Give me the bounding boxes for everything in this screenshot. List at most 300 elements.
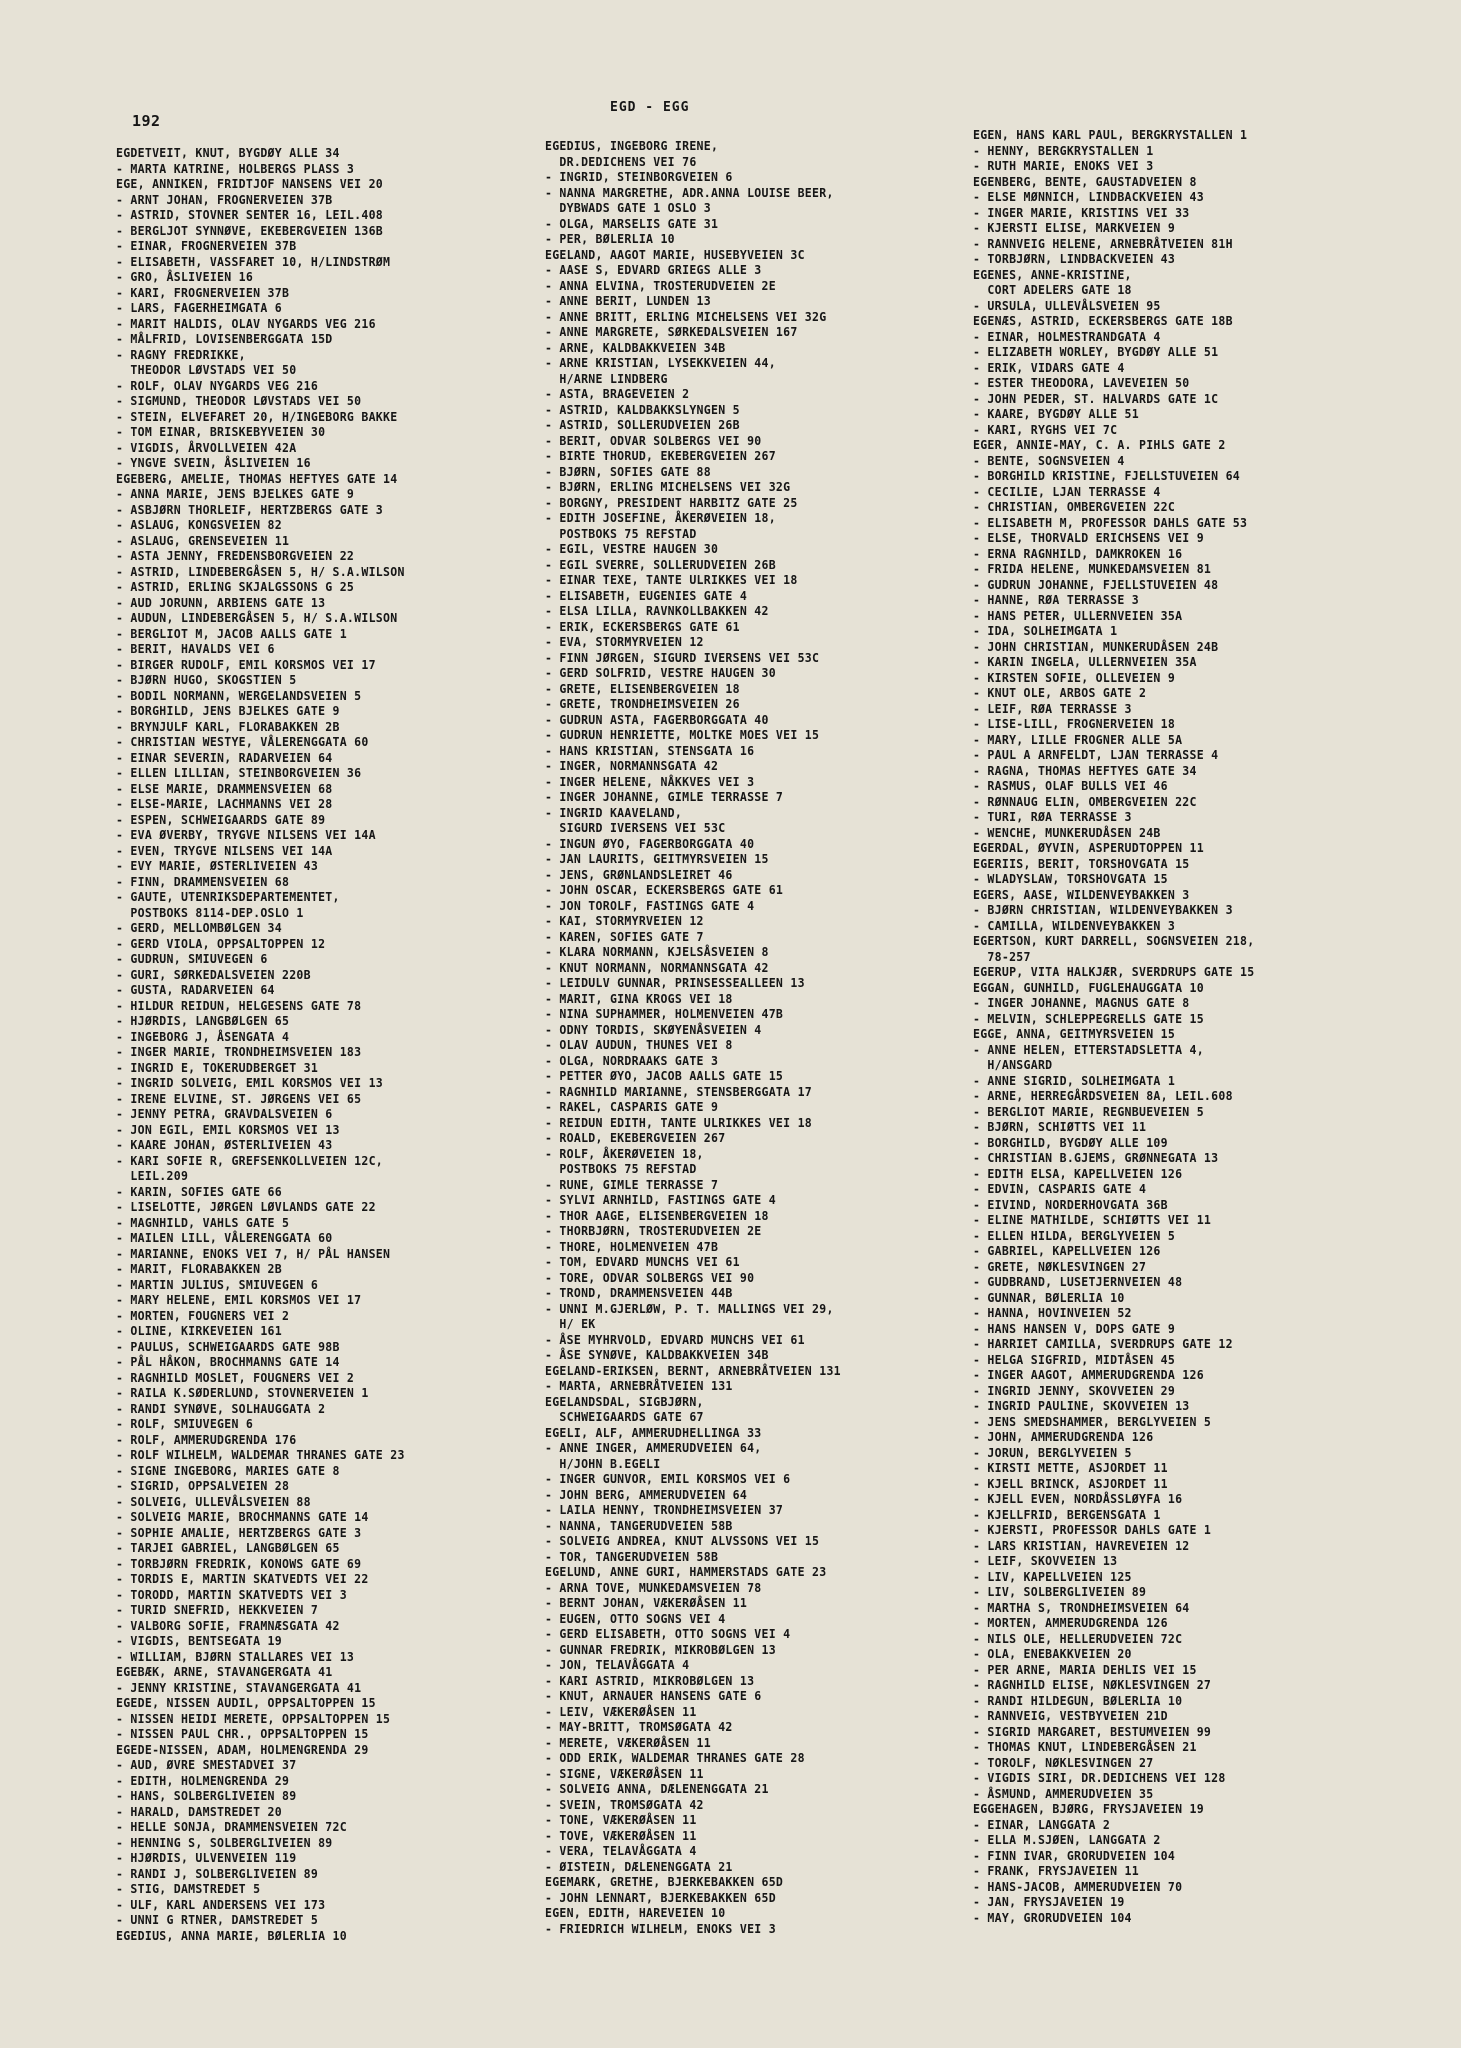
directory-entry: - RANNVEIG, VESTBYVEIEN 21D <box>973 1708 1168 1723</box>
directory-entry: - EDITH, HOLMENGRENDA 29 <box>116 1772 290 1788</box>
directory-entry: EGE, ANNIKEN, FRIDTJOF NANSENS VEI 20 <box>116 176 384 191</box>
directory-entry: - ANNE MARGRETE, SØRKEDALSVEIEN 167 <box>545 324 798 339</box>
directory-entry: - TOVE, VÆKERØÅSEN 11 <box>545 1827 697 1843</box>
directory-entry: - MARIT, FLORABAKKEN 2B <box>116 1261 282 1276</box>
directory-entry: - HANS, SOLBERGLIVEIEN 89 <box>116 1788 297 1803</box>
directory-entry: - NANNA, TANGERUDVEIEN 58B <box>545 1517 733 1533</box>
directory-entry: - ARNE KRISTIAN, LYSEKKVEIEN 44, <box>545 355 776 370</box>
directory-entry: H/ANSGARD <box>973 1057 1053 1072</box>
directory-entry: - ROLF, AMMERUDGRENDA 176 <box>116 1431 297 1447</box>
directory-entry: DR.DEDICHENS VEI 76 <box>545 153 697 169</box>
directory-entry: - INGRID PAULINE, SKOVVEIEN 13 <box>973 1398 1190 1413</box>
directory-entry: - INGRID KAAVELAND, <box>545 804 683 820</box>
directory-entry: - RANDI SYNØVE, SOLHAUGGATA 2 <box>116 1400 326 1416</box>
directory-entry: - JOHN CHRISTIAN, MUNKERUDÅSEN 24B <box>973 638 1219 654</box>
directory-entry: - HILDUR REIDUN, HELGESENS GATE 78 <box>116 997 362 1013</box>
directory-entry: - JON, TELAVÅGGATA 4 <box>545 1657 690 1672</box>
directory-entry: - PETTER ØYO, JACOB AALLS GATE 15 <box>545 1068 784 1083</box>
directory-entry: - TROND, DRAMMENSVEIEN 44B <box>545 1285 733 1300</box>
directory-entry: - SIGNE INGEBORG, MARIES GATE 8 <box>116 1462 340 1478</box>
directory-entry: THEODOR LØVSTADS VEI 50 <box>116 362 297 377</box>
directory-entry: - FRIDA HELENE, MUNKEDAMSVEIEN 81 <box>973 561 1212 576</box>
directory-entry: - NILS OLE, HELLERUDVEIEN 72C <box>973 1630 1183 1646</box>
directory-entry: - JON TOROLF, FASTINGS GATE 4 <box>545 897 755 913</box>
directory-entry: - CAMILLA, WILDENVEYBAKKEN 3 <box>973 917 1176 933</box>
directory-entry: - EVA ØVERBY, TRYGVE NILSENS VEI 14A <box>116 827 376 842</box>
directory-entry: - FRIEDRICH WILHELM, ENOKS VEI 3 <box>545 1920 776 1936</box>
directory-entry: - GRETE, NØKLESVINGEN 27 <box>973 1258 1147 1274</box>
directory-entry: - SIGRID MARGARET, BESTUMVEIEN 99 <box>973 1723 1212 1739</box>
directory-entry: H/ EK <box>545 1316 596 1331</box>
directory-entry: - KJELL EVEN, NORDÅSSLØYFA 16 <box>973 1491 1183 1506</box>
directory-entry: - RANNVEIG HELENE, ARNEBRÅTVEIEN 81H <box>973 235 1233 251</box>
directory-entry: - VIGDIS, BENTSEGATA 19 <box>116 1633 282 1648</box>
directory-entry: - ASLAUG, GRENSEVEIEN 11 <box>116 532 290 548</box>
directory-entry: - KARI, RYGHS VEI 7C <box>973 421 1118 437</box>
directory-entry: - EINAR, HOLMESTRANDGATA 4 <box>973 328 1161 344</box>
directory-entry: - EVY MARIE, ØSTERLIVEIEN 43 <box>116 858 319 873</box>
directory-entry: EGERS, AASE, WILDENVEYBAKKEN 3 <box>973 886 1190 902</box>
directory-entry: - RAGNHILD MARIANNE, STENSBERGGATA 17 <box>545 1083 813 1099</box>
directory-entry: - ASTRID, ERLING SKJALGSSONS G 25 <box>116 579 355 594</box>
directory-entry: - HANNE, RØA TERRASSE 3 <box>973 592 1139 607</box>
directory-column-3 <box>973 127 1254 1925</box>
directory-entry: EGERIIS, BERIT, TORSHOVGATA 15 <box>973 855 1190 871</box>
directory-entry: - ASTA, BRAGEVEIEN 2 <box>545 386 690 401</box>
directory-entry: - ARNA TOVE, MUNKEDAMSVEIEN 78 <box>545 1579 762 1595</box>
directory-entry: EGEDIUS, ANNA MARIE, BØLERLIA 10 <box>116 1927 347 1943</box>
directory-entry: EGEN, HANS KARL PAUL, BERGKRYSTALLEN 1 <box>973 127 1248 142</box>
directory-entry: - JOHN, AMMERUDGRENDA 126 <box>973 1429 1154 1444</box>
directory-entry: - KJERSTI ELISE, MARKVEIEN 9 <box>973 220 1176 235</box>
directory-entry: - MORTEN, AMMERUDGRENDA 126 <box>973 1615 1168 1630</box>
directory-entry: POSTBOKS 75 REFSTAD <box>545 525 697 541</box>
directory-entry: - TORBJØRN FREDRIK, KONOWS GATE 69 <box>116 1555 362 1571</box>
directory-entry: - WILLIAM, BJØRN STALLARES VEI 13 <box>116 1648 355 1664</box>
directory-entry: - ASTA JENNY, FREDENSBORGVEIEN 22 <box>116 548 355 563</box>
directory-entry: - MERETE, VÆKERØÅSEN 11 <box>545 1734 711 1750</box>
directory-entry: EGELAND, AAGOT MARIE, HUSEBYVEIEN 3C <box>545 246 805 262</box>
directory-entry: EGGEHAGEN, BJØRG, FRYSJAVEIEN 19 <box>973 1801 1204 1816</box>
directory-entry: - INGER GUNVOR, EMIL KORSMOS VEI 6 <box>545 1471 791 1486</box>
directory-entry: EGENES, ANNE-KRISTINE, <box>973 266 1132 282</box>
directory-entry: - GUDRUN, SMIUVEGEN 6 <box>116 951 268 966</box>
directory-entry: - ARNE, HERREGÅRDSVEIEN 8A, LEIL.608 <box>973 1088 1233 1103</box>
directory-entry: - HELGA SIGFRID, MIDTÅSEN 45 <box>973 1351 1176 1367</box>
directory-column-2 <box>545 138 841 1936</box>
directory-entry: - TURI, RØA TERRASSE 3 <box>973 809 1132 824</box>
directory-entry: - HENNY, BERGKRYSTALLEN 1 <box>973 142 1154 158</box>
directory-entry: - STEIN, ELVEFARET 20, H/INGEBORG BAKKE <box>116 408 398 424</box>
directory-entry: - MARY HELENE, EMIL KORSMOS VEI 17 <box>116 1292 362 1307</box>
directory-entry: - EVA, STORMYRVEIEN 12 <box>545 634 704 649</box>
directory-entry: - RANDI J, SOLBERGLIVEIEN 89 <box>116 1865 319 1881</box>
directory-entry: EGGE, ANNA, GEITMYRSVEIEN 15 <box>973 1026 1176 1041</box>
directory-entry: - JENNY PETRA, GRAVDALSVEIEN 6 <box>116 1106 333 1121</box>
directory-entry: - HANS KRISTIAN, STENSGATA 16 <box>545 742 755 758</box>
directory-entry: - EIVIND, NORDERHOVGATA 36B <box>973 1196 1168 1212</box>
directory-entry: - ROLF, SMIUVEGEN 6 <box>116 1416 254 1431</box>
directory-entry: - THORBJØRN, TROSTERUDVEIEN 2E <box>545 1223 762 1238</box>
directory-entry: - LISE-LILL, FROGNERVEIEN 18 <box>973 716 1176 731</box>
directory-entry: - HANS HANSEN V, DOPS GATE 9 <box>973 1320 1176 1336</box>
directory-entry: - JENNY KRISTINE, STAVANGERGATA 41 <box>116 1679 362 1695</box>
directory-entry: - BJØRN, SCHIØTTS VEI 11 <box>973 1119 1147 1134</box>
directory-entry: - INGER MARIE, TRONDHEIMSVEIEN 183 <box>116 1044 362 1059</box>
directory-entry: - KAARE, BYGDØY ALLE 51 <box>973 406 1139 421</box>
directory-entry: - MARTA KATRINE, HOLBERGS PLASS 3 <box>116 160 355 176</box>
directory-entry: - UNNI G RTNER, DAMSTREDET 5 <box>116 1912 319 1927</box>
directory-entry: CORT ADELERS GATE 18 <box>973 282 1132 297</box>
directory-entry: - INGUN ØYO, FAGERBORGGATA 40 <box>545 835 755 851</box>
directory-entry: - EINAR SEVERIN, RADARVEIEN 64 <box>116 749 333 765</box>
directory-entry: - TOR, TANGERUDVEIEN 58B <box>545 1548 719 1564</box>
directory-entry: - ASLAUG, KONGSVEIEN 82 <box>116 517 282 532</box>
directory-entry: - GRETE, TRONDHEIMSVEIEN 26 <box>545 696 740 711</box>
directory-entry: - TONE, VÆKERØÅSEN 11 <box>545 1812 697 1827</box>
directory-entry: - TORE, ODVAR SOLBERGS VEI 90 <box>545 1269 755 1285</box>
directory-entry: - MORTEN, FOUGNERS VEI 2 <box>116 1307 290 1323</box>
directory-entry: - SOLVEIG ANNA, DÆLENENGGATA 21 <box>545 1781 769 1796</box>
directory-entry: POSTBOKS 8114-DEP.OSLO 1 <box>116 904 304 920</box>
directory-entry: - MARIANNE, ENOKS VEI 7, H/ PÅL HANSEN <box>116 1245 391 1261</box>
directory-entry: EGDETVEIT, KNUT, BYGDØY ALLE 34 <box>116 145 340 160</box>
directory-entry: EGELANDSDAL, SIGBJØRN, <box>545 1393 704 1409</box>
directory-entry: - WLADYSLAW, TORSHOVGATA 15 <box>973 871 1168 886</box>
directory-entry: EGELI, ALF, AMMERUDHELLINGA 33 <box>545 1424 762 1440</box>
directory-entry: - BJØRN, ERLING MICHELSENS VEI 32G <box>545 479 791 494</box>
directory-entry: - ARNE, KALDBAKKVEIEN 34B <box>545 339 726 355</box>
directory-entry: - ELINE MATHILDE, SCHIØTTS VEI 11 <box>973 1212 1212 1227</box>
directory-entry: - ELISABETH, VASSFARET 10, H/LINDSTRØM <box>116 253 391 269</box>
directory-entry: - THORE, HOLMENVEIEN 47B <box>545 1238 719 1254</box>
directory-entry: - RAGNY FREDRIKKE, <box>116 346 246 362</box>
directory-entry: - NINA SUPHAMMER, HOLMENVEIEN 47B <box>545 1006 784 1021</box>
directory-entry: - AUDUN, LINDEBERGÅSEN 5, H/ S.A.WILSON <box>116 610 398 625</box>
directory-entry: - ÅSE MYHRVOLD, EDVARD MUNCHS VEI 61 <box>545 1331 805 1347</box>
directory-entry: - EINAR, FROGNERVEIEN 37B <box>116 238 297 253</box>
directory-entry: - RAKEL, CASPARIS GATE 9 <box>545 1099 719 1114</box>
directory-entry: - THOMAS KNUT, LINDEBERGÅSEN 21 <box>973 1739 1197 1754</box>
directory-entry: - YNGVE SVEIN, ÅSLIVEIEN 16 <box>116 455 311 470</box>
directory-entry: - ELSE MARIE, DRAMMENSVEIEN 68 <box>116 780 333 796</box>
directory-entry: - TORDIS E, MARTIN SKATVEDTS VEI 22 <box>116 1571 369 1586</box>
directory-entry: - CHRISTIAN B.GJEMS, GRØNNEGATA 13 <box>973 1150 1219 1165</box>
directory-entry: - JAN LAURITS, GEITMYRSVEIEN 15 <box>545 851 769 866</box>
directory-entry: - LEIF, SKOVVEIEN 13 <box>973 1553 1118 1568</box>
directory-entry: - OLAV AUDUN, THUNES VEI 8 <box>545 1037 733 1052</box>
directory-entry: - ELSE-MARIE, LACHMANNS VEI 28 <box>116 796 333 811</box>
directory-entry: - GUDRUN ASTA, FAGERBORGGATA 40 <box>545 711 769 727</box>
directory-entry: - KAARE JOHAN, ØSTERLIVEIEN 43 <box>116 1137 333 1152</box>
directory-entry: - GAUTE, UTENRIKSDEPARTEMENTET, <box>116 889 340 904</box>
directory-entry: - MARIT HALDIS, OLAV NYGARDS VEG 216 <box>116 315 376 331</box>
directory-entry: - SOLVEIG ANDREA, KNUT ALVSSONS VEI 15 <box>545 1533 820 1548</box>
directory-entry: - MÅLFRID, LOVISENBERGGATA 15D <box>116 331 333 346</box>
directory-entry: - JOHN BERG, AMMERUDVEIEN 64 <box>545 1486 748 1502</box>
directory-entry: - LIV, KAPELLVEIEN 125 <box>973 1568 1132 1584</box>
directory-entry: EGEDE-NISSEN, ADAM, HOLMENGRENDA 29 <box>116 1741 369 1757</box>
directory-entry: - MARIT, GINA KROGS VEI 18 <box>545 990 733 1006</box>
directory-entry: - ERNA RAGNHILD, DAMKROKEN 16 <box>973 545 1183 561</box>
directory-entry: - BJØRN CHRISTIAN, WILDENVEYBAKKEN 3 <box>973 902 1233 917</box>
directory-entry: - BORGHILD, JENS BJELKES GATE 9 <box>116 703 340 718</box>
directory-entry: - GUNNAR FREDRIK, MIKROBØLGEN 13 <box>545 1641 776 1657</box>
directory-entry: - INGRID E, TOKERUDBERGET 31 <box>116 1059 319 1075</box>
directory-entry: - FRANK, FRYSJAVEIEN 11 <box>973 1863 1139 1878</box>
directory-entry: SIGURD IVERSENS VEI 53C <box>545 820 726 835</box>
directory-entry: - LISELOTTE, JØRGEN LØVLANDS GATE 22 <box>116 1199 376 1214</box>
directory-entry: - HARALD, DAMSTREDET 20 <box>116 1803 282 1819</box>
directory-entry: - THOR AAGE, ELISENBERGVEIEN 18 <box>545 1207 769 1223</box>
directory-entry: - KJERSTI, PROFESSOR DAHLS GATE 1 <box>973 1522 1212 1537</box>
directory-entry: - ERIK, ECKERSBERGS GATE 61 <box>545 618 740 634</box>
directory-entry: - UNNI M.GJERLØW, P. T. MALLINGS VEI 29, <box>545 1300 834 1316</box>
directory-entry: - BORGNY, PRESIDENT HARBITZ GATE 25 <box>545 494 798 510</box>
directory-entry: EGEBÆK, ARNE, STAVANGERGATA 41 <box>116 1664 333 1679</box>
directory-entry: - RUNE, GIMLE TERRASSE 7 <box>545 1176 719 1192</box>
directory-entry: - AUD JORUNN, ARBIENS GATE 13 <box>116 594 326 610</box>
directory-entry: - LAILA HENNY, TRONDHEIMSVEIEN 37 <box>545 1502 784 1517</box>
directory-entry: - BERIT, ODVAR SOLBERGS VEI 90 <box>545 432 762 448</box>
directory-entry: - GERD, MELLOMBØLGEN 34 <box>116 920 282 935</box>
directory-entry: - BIRGER RUDOLF, EMIL KORSMOS VEI 17 <box>116 656 376 672</box>
directory-entry: - NANNA MARGRETHE, ADR.ANNA LOUISE BEER, <box>545 184 834 200</box>
directory-entry: - CHRISTIAN, OMBERGVEIEN 22C <box>973 499 1176 514</box>
directory-entry: - VERA, TELAVÅGGATA 4 <box>545 1843 697 1858</box>
directory-entry: - GUNNAR, BØLERLIA 10 <box>973 1289 1125 1305</box>
directory-entry: - KARIN, SOFIES GATE 66 <box>116 1183 282 1199</box>
directory-entry: - JON EGIL, EMIL KORSMOS VEI 13 <box>116 1121 340 1137</box>
directory-entry: - INGEBORG J, ÅSENGATA 4 <box>116 1028 290 1044</box>
directory-entry: EGERTSON, KURT DARRELL, SOGNSVEIEN 218, <box>973 933 1255 948</box>
directory-entry: - JOHN LENNART, BJERKEBAKKEN 65D <box>545 1889 776 1905</box>
directory-entry: - BERNT JOHAN, VÆKERØÅSEN 11 <box>545 1595 748 1610</box>
directory-entry: - BIRTE THORUD, EKEBERGVEIEN 267 <box>545 448 776 463</box>
directory-entry: - NISSEN PAUL CHR., OPPSALTOPPEN 15 <box>116 1726 369 1741</box>
directory-entry: - LEIF, RØA TERRASSE 3 <box>973 700 1132 716</box>
directory-entry: EGERUP, VITA HALKJÆR, SVERDRUPS GATE 15 <box>973 964 1255 979</box>
directory-entry: - TOM, EDVARD MUNCHS VEI 61 <box>545 1254 740 1269</box>
directory-entry: - SOLVEIG, ULLEVÅLSVEIEN 88 <box>116 1493 311 1509</box>
directory-entry: - KARIN INGELA, ULLERNVEIEN 35A <box>973 654 1197 669</box>
directory-entry: - ASTRID, LINDEBERGÅSEN 5, H/ S.A.WILSON <box>116 563 405 579</box>
directory-entry: - RAGNHILD ELISE, NØKLESVINGEN 27 <box>973 1677 1212 1692</box>
directory-entry: - SIGMUND, THEODOR LØVSTADS VEI 50 <box>116 393 362 408</box>
directory-entry: EGGAN, GUNHILD, FUGLEHAUGGATA 10 <box>973 979 1204 995</box>
directory-entry: - KAREN, SOFIES GATE 7 <box>545 928 704 944</box>
directory-entry: - HELLE SONJA, DRAMMENSVEIEN 72C <box>116 1819 347 1834</box>
directory-entry: - KNUT NORMANN, NORMANNSGATA 42 <box>545 959 769 975</box>
directory-entry: DYBWADS GATE 1 OSLO 3 <box>545 200 711 215</box>
directory-entry: - BERGLIOT MARIE, REGNBUEVEIEN 5 <box>973 1103 1204 1119</box>
directory-entry: - PER, BØLERLIA 10 <box>545 231 675 246</box>
directory-entry: - JOHN PEDER, ST. HALVARDS GATE 1C <box>973 390 1219 406</box>
directory-entry: - OLA, ENEBAKKVEIEN 20 <box>973 1646 1132 1661</box>
directory-entry: - VIGDIS, ÅRVOLLVEIEN 42A <box>116 439 297 455</box>
directory-entry: - ASBJØRN THORLEIF, HERTZBERGS GATE 3 <box>116 501 384 517</box>
directory-entry: - SVEIN, TROMSØGATA 42 <box>545 1796 704 1812</box>
directory-entry: - JENS SMEDSHAMMER, BERGLYVEIEN 5 <box>973 1413 1212 1429</box>
directory-entry: - ASTRID, SOLLERUDVEIEN 26B <box>545 417 740 432</box>
directory-entry: - GUDBRAND, LUSETJERNVEIEN 48 <box>973 1274 1183 1289</box>
directory-entry: - MAILEN LILL, VÅLERENGGATA 60 <box>116 1230 333 1245</box>
directory-entry: - ODD ERIK, WALDEMAR THRANES GATE 28 <box>545 1750 805 1765</box>
directory-entry: - KAI, STORMYRVEIEN 12 <box>545 913 704 928</box>
directory-entry: - BERGLJOT SYNNØVE, EKEBERGVEIEN 136B <box>116 222 384 238</box>
directory-entry: - ELIZABETH WORLEY, BYGDØY ALLE 51 <box>973 344 1219 359</box>
directory-entry: - ANNE HELEN, ETTERSTADSLETTA 4, <box>973 1041 1204 1057</box>
directory-entry: - FINN JØRGEN, SIGURD IVERSENS VEI 53C <box>545 649 820 665</box>
directory-entry: - LEIDULV GUNNAR, PRINSESSEALLEEN 13 <box>545 975 805 990</box>
directory-entry: - GERD SOLFRID, VESTRE HAUGEN 30 <box>545 665 776 680</box>
directory-entry: - HENNING S, SOLBERGLIVEIEN 89 <box>116 1834 333 1850</box>
directory-entry: - FINN IVAR, GRORUDVEIEN 104 <box>973 1847 1176 1863</box>
directory-entry: - SOPHIE AMALIE, HERTZBERGS GATE 3 <box>116 1524 362 1540</box>
directory-entry: - IDA, SOLHEIMGATA 1 <box>973 623 1118 638</box>
directory-entry: EGER, ANNIE-MAY, C. A. PIHLS GATE 2 <box>973 437 1226 452</box>
directory-entry: - KARI, FROGNERVEIEN 37B <box>116 284 290 300</box>
directory-entry: - EDITH ELSA, KAPELLVEIEN 126 <box>973 1165 1183 1181</box>
directory-entry: - JOHN OSCAR, ECKERSBERGS GATE 61 <box>545 882 784 897</box>
directory-entry: - LIV, SOLBERGLIVEIEN 89 <box>973 1584 1147 1599</box>
directory-entry: - RAILA K.SØDERLUND, STOVNERVEIEN 1 <box>116 1385 369 1400</box>
directory-entry: - RANDI HILDEGUN, BØLERLIA 10 <box>973 1692 1183 1708</box>
directory-entry: - TURID SNEFRID, HEKKVEIEN 7 <box>116 1602 319 1617</box>
directory-entry: - HJØRDIS, LANGBØLGEN 65 <box>116 1013 290 1028</box>
directory-entry: - LARS KRISTIAN, HAVREVEIEN 12 <box>973 1537 1190 1553</box>
directory-entry: - ØISTEIN, DÆLENENGGATA 21 <box>545 1858 733 1874</box>
directory-entry: - GUSTA, RADARVEIEN 64 <box>116 982 275 997</box>
directory-entry: - HANS PETER, ULLERNVEIEN 35A <box>973 607 1183 623</box>
directory-entry: - ANNE BERIT, LUNDEN 13 <box>545 293 711 308</box>
directory-entry: H/ARNE LINDBERG <box>545 370 668 386</box>
directory-entry: - ANNE SIGRID, SOLHEIMGATA 1 <box>973 1072 1176 1088</box>
directory-entry: - RAGNHILD MOSLET, FOUGNERS VEI 2 <box>116 1369 355 1385</box>
directory-entry: - INGRID JENNY, SKOVVEIEN 29 <box>973 1382 1176 1398</box>
directory-entry: - KIRSTEN SOFIE, OLLEVEIEN 9 <box>973 669 1176 685</box>
directory-entry: - HANS-JACOB, AMMERUDVEIEN 70 <box>973 1878 1183 1894</box>
directory-entry: - VALBORG SOFIE, FRAMNÆSGATA 42 <box>116 1617 340 1633</box>
directory-entry: - EDVIN, CASPARIS GATE 4 <box>973 1181 1147 1196</box>
directory-entry: POSTBOKS 75 REFSTAD <box>545 1161 697 1176</box>
directory-entry: EGERDAL, ØYVIN, ASPERUDTOPPEN 11 <box>973 840 1204 855</box>
directory-entry: - CECILIE, LJAN TERRASSE 4 <box>973 483 1161 499</box>
directory-entry: - SYLVI ARNHILD, FASTINGS GATE 4 <box>545 1192 776 1207</box>
directory-entry: - ROLF, ÅKERØVEIEN 18, <box>545 1145 704 1161</box>
directory-entry: - MAGNHILD, VAHLS GATE 5 <box>116 1214 290 1230</box>
directory-entry: - IRENE ELVINE, ST. JØRGENS VEI 65 <box>116 1090 362 1106</box>
directory-entry: - ANNE BRITT, ERLING MICHELSENS VEI 32G <box>545 308 827 324</box>
directory-entry: - BODIL NORMANN, WERGELANDSVEIEN 5 <box>116 687 362 703</box>
directory-entry: EGENÆS, ASTRID, ECKERSBERGS GATE 18B <box>973 313 1233 328</box>
directory-entry: - KJELLFRID, BERGENSGATA 1 <box>973 1506 1161 1522</box>
directory-entry: - BRYNJULF KARL, FLORABAKKEN 2B <box>116 718 340 734</box>
directory-entry: - EINAR, LANGGATA 2 <box>973 1816 1111 1832</box>
directory-entry: - ÅSMUND, AMMERUDVEIEN 35 <box>973 1785 1154 1801</box>
directory-entry: - BORGHILD, BYGDØY ALLE 109 <box>973 1134 1168 1150</box>
directory-entry: EGEDIUS, INGEBORG IRENE, <box>545 138 719 153</box>
directory-entry: - SIGRID, OPPSALVEIEN 28 <box>116 1478 290 1493</box>
directory-entry: - GABRIEL, KAPELLVEIEN 126 <box>973 1243 1161 1258</box>
directory-entry: - EINAR TEXE, TANTE ULRIKKES VEI 18 <box>545 572 798 587</box>
directory-entry: - INGER, NORMANNSGATA 42 <box>545 758 719 773</box>
directory-entry: EGEN, EDITH, HAREVEIEN 10 <box>545 1905 726 1920</box>
directory-entry: - INGER HELENE, NÅKKVES VEI 3 <box>545 773 755 789</box>
directory-entry: - GUDRUN HENRIETTE, MOLTKE MOES VEI 15 <box>545 727 820 742</box>
directory-entry: - RASMUS, OLAF BULLS VEI 46 <box>973 778 1168 793</box>
directory-entry: - ELLEN HILDA, BERGLYVEIEN 5 <box>973 1227 1176 1243</box>
directory-entry: - HARRIET CAMILLA, SVERDRUPS GATE 12 <box>973 1336 1233 1351</box>
directory-entry: - GUDRUN JOHANNE, FJELLSTUVEIEN 48 <box>973 576 1219 592</box>
directory-entry: - ÅSE SYNØVE, KALDBAKKVEIEN 34B <box>545 1347 769 1362</box>
directory-entry: LEIL.209 <box>116 1168 189 1183</box>
directory-entry: - FINN, DRAMMENSVEIEN 68 <box>116 873 290 889</box>
directory-entry: - GURI, SØRKEDALSVEIEN 220B <box>116 966 311 982</box>
directory-entry: - VIGDIS SIRI, DR.DEDICHENS VEI 128 <box>973 1770 1226 1785</box>
directory-entry: - ELLA M.SJØEN, LANGGATA 2 <box>973 1832 1161 1847</box>
directory-entry: - BERGLIOT M, JACOB AALLS GATE 1 <box>116 625 347 641</box>
directory-entry: - INGER JOHANNE, MAGNUS GATE 8 <box>973 995 1190 1010</box>
directory-entry: - AASE S, EDVARD GRIEGS ALLE 3 <box>545 262 762 277</box>
directory-entry: - TORBJØRN, LINDBACKVEIEN 43 <box>973 251 1176 266</box>
directory-entry: - EUGEN, OTTO SOGNS VEI 4 <box>545 1610 726 1626</box>
directory-entry: - ROLF WILHELM, WALDEMAR THRANES GATE 23 <box>116 1447 405 1462</box>
directory-entry: - ESTER THEODORA, LAVEVEIEN 50 <box>973 375 1190 390</box>
directory-entry: - KLARA NORMANN, KJELSÅSVEIEN 8 <box>545 944 769 959</box>
directory-entry: - RAGNA, THOMAS HEFTYES GATE 34 <box>973 762 1197 778</box>
directory-entry: - TOROLF, NØKLESVINGEN 27 <box>973 1754 1154 1770</box>
directory-entry: - JORUN, BERGLYVEIEN 5 <box>973 1444 1132 1460</box>
directory-entry: - MAY-BRITT, TROMSØGATA 42 <box>545 1719 733 1734</box>
directory-entry: - BJØRN HUGO, SKOGSTIEN 5 <box>116 672 297 687</box>
directory-entry: - GERD ELISABETH, OTTO SOGNS VEI 4 <box>545 1626 791 1641</box>
directory-entry: - ELISABETH M, PROFESSOR DAHLS GATE 53 <box>973 514 1248 530</box>
directory-entry: - ANNA MARIE, JENS BJELKES GATE 9 <box>116 486 355 501</box>
directory-entry: - MARTA, ARNEBRÅTVEIEN 131 <box>545 1378 733 1393</box>
directory-entry: EGELUND, ANNE GURI, HAMMERSTADS GATE 23 <box>545 1564 827 1579</box>
directory-entry: - KIRSTI METTE, ASJORDET 11 <box>973 1460 1168 1475</box>
directory-entry: 78-257 <box>973 948 1031 964</box>
directory-entry: - BENTE, SOGNSVEIEN 4 <box>973 452 1125 468</box>
directory-entry: SCHWEIGAARDS GATE 67 <box>545 1409 704 1424</box>
directory-entry: - SIGNE, VÆKERØÅSEN 11 <box>545 1765 704 1781</box>
directory-entry: H/JOHN B.EGELI <box>545 1455 661 1471</box>
directory-entry: - PAUL A ARNFELDT, LJAN TERRASSE 4 <box>973 747 1219 762</box>
directory-entry: - SOLVEIG MARIE, BROCHMANNS GATE 14 <box>116 1509 369 1524</box>
directory-entry: - KARI SOFIE R, GREFSENKOLLVEIEN 12C, <box>116 1152 384 1168</box>
directory-entry: - HANNA, HOVINVEIEN 52 <box>973 1305 1132 1320</box>
directory-entry: - GRO, ÅSLIVEIEN 16 <box>116 269 254 284</box>
directory-entry: - ASTRID, KALDBAKKSLYNGEN 5 <box>545 401 740 417</box>
directory-entry: - TARJEI GABRIEL, LANGBØLGEN 65 <box>116 1540 340 1555</box>
directory-entry: - INGRID SOLVEIG, EMIL KORSMOS VEI 13 <box>116 1075 384 1090</box>
directory-entry: - ESPEN, SCHWEIGAARDS GATE 89 <box>116 811 326 827</box>
directory-entry: - LEIV, VÆKERØÅSEN 11 <box>545 1703 697 1719</box>
directory-entry: - ULF, KARL ANDERSENS VEI 173 <box>116 1896 326 1912</box>
directory-entry: - JAN, FRYSJAVEIEN 19 <box>973 1894 1125 1909</box>
directory-column-1 <box>116 145 405 1943</box>
directory-entry: EGEMARK, GRETHE, BJERKEBAKKEN 65D <box>545 1874 784 1889</box>
directory-entry: - KNUT, ARNAUER HANSENS GATE 6 <box>545 1688 762 1703</box>
directory-entry: - OLGA, NORDRAAKS GATE 3 <box>545 1052 719 1068</box>
directory-entry: - PAULUS, SCHWEIGAARDS GATE 98B <box>116 1338 340 1354</box>
directory-entry: - JENS, GRØNLANDSLEIRET 46 <box>545 866 733 882</box>
directory-entry: - ELSE MØNNICH, LINDBACKVEIEN 43 <box>973 189 1204 204</box>
directory-entry: - ELSA LILLA, RAVNKOLLBAKKEN 42 <box>545 603 769 618</box>
directory-entry: - ROALD, EKEBERGVEIEN 267 <box>545 1130 726 1145</box>
directory-entry: - BORGHILD KRISTINE, FJELLSTUVEIEN 64 <box>973 468 1241 483</box>
